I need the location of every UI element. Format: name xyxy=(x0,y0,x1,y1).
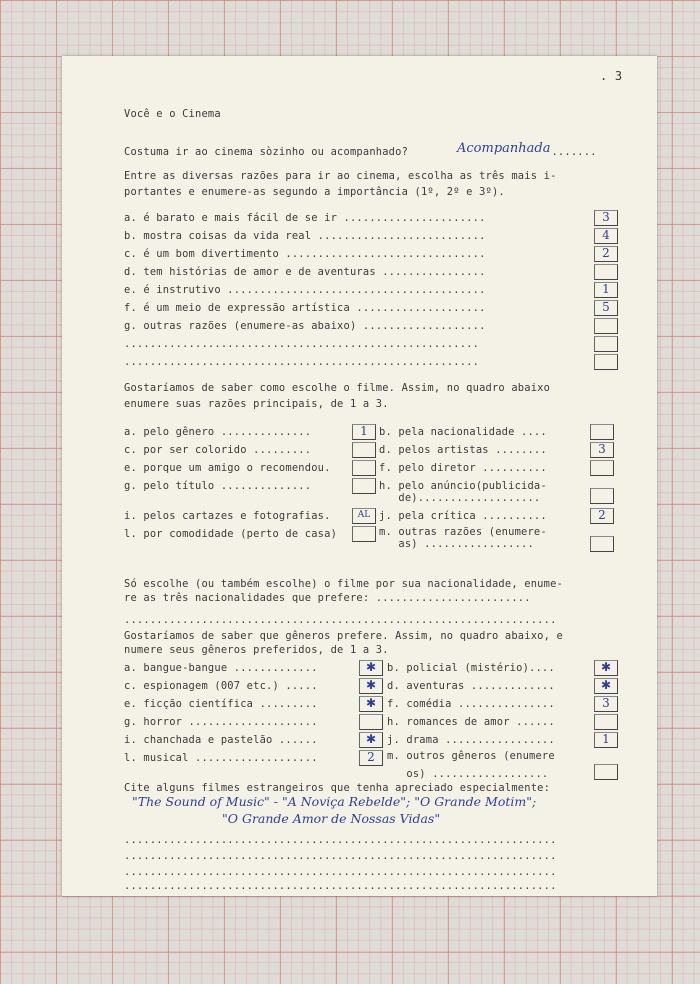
q1-fill: ....... xyxy=(545,146,597,158)
q3-box-g[interactable] xyxy=(352,478,376,494)
section-heading: Você e o Cinema xyxy=(124,108,221,120)
q5-box-a[interactable]: ✱ xyxy=(359,660,383,676)
q5-item-i: i. chanchada e pastelão ...... xyxy=(124,734,318,746)
q3-item-l: l. por comodidade (perto de casa) xyxy=(124,528,338,540)
q3-item-m: m. outras razões (enumere- xyxy=(379,526,547,538)
q5-item-f: f. comédia ............... xyxy=(387,698,555,710)
q1-question: Costuma ir ao cinema sòzinho ou acompanhado? xyxy=(124,146,415,158)
q2-box-g[interactable] xyxy=(594,318,618,334)
q2-item-b: b. mostra coisas da vida real .......................... xyxy=(124,230,486,242)
q3-box-f[interactable] xyxy=(590,460,614,476)
q3-box-c[interactable] xyxy=(352,442,376,458)
q2-item-e: e. é instrutivo ........................................ xyxy=(124,284,486,296)
q3-item-a: a. pelo gênero .............. xyxy=(124,426,312,438)
q3-item-c: c. por ser colorido ......... xyxy=(124,444,312,456)
q3-box-l[interactable] xyxy=(352,526,376,542)
q3-item-j: j. pela crítica .......... xyxy=(379,510,547,522)
q5-box-l[interactable]: 2 xyxy=(359,750,383,766)
q2-item-d: d. tem histórias de amor e de aventuras ................ xyxy=(124,266,486,278)
questionnaire-sheet xyxy=(62,56,657,896)
q2-box-blank-1[interactable] xyxy=(594,336,618,352)
q2-item-f: f. é um meio de expressão artística .................... xyxy=(124,302,486,314)
q2-box-b[interactable]: 4 xyxy=(594,228,618,244)
q3-item-f: f. pelo diretor .......... xyxy=(379,462,547,474)
q6-blank-line-4: ................................................................... xyxy=(124,880,557,892)
q5-box-i[interactable]: ✱ xyxy=(359,732,383,748)
q5-box-f[interactable]: 3 xyxy=(594,696,618,712)
q5-item-b: b. policial (mistério).... xyxy=(387,662,555,674)
q2-box-d[interactable] xyxy=(594,264,618,280)
q2-box-f[interactable]: 5 xyxy=(594,300,618,316)
q2-blank-line-1: ....................................................... xyxy=(124,338,480,350)
q3-item-b: b. pela nacionalidade .... xyxy=(379,426,547,438)
q3-box-i[interactable]: AL xyxy=(352,508,376,524)
q5-box-g[interactable] xyxy=(359,714,383,730)
q2-item-c: c. é um bom divertimento ............................... xyxy=(124,248,486,260)
q5-item-h: h. romances de amor ...... xyxy=(387,716,555,728)
q5-item-m: m. outros gêneros (enumere xyxy=(387,750,555,762)
q5-item-l: l. musical ................... xyxy=(124,752,318,764)
q4-line1: Só escolhe (ou também escolhe) o filme por sua nacionalidade, enume- xyxy=(124,578,563,590)
q6-blank-line-3: ................................................................... xyxy=(124,866,557,878)
q5-box-m[interactable] xyxy=(594,764,618,780)
q2-item-g: g. outras razões (enumere-as abaixo) ................... xyxy=(124,320,486,332)
q5-box-j[interactable]: 1 xyxy=(594,732,618,748)
q2-box-a[interactable]: 3 xyxy=(594,210,618,226)
q6-answer-line2: "O Grande Amor de Nossas Vidas" xyxy=(222,811,441,826)
q5-box-d[interactable]: ✱ xyxy=(594,678,618,694)
q5-box-h[interactable] xyxy=(594,714,618,730)
q5-item-g: g. horror .................... xyxy=(124,716,318,728)
q2-box-e[interactable]: 1 xyxy=(594,282,618,298)
q5-item-e: e. ficção científica ......... xyxy=(124,698,318,710)
q3-item-d: d. pelos artistas ........ xyxy=(379,444,547,456)
q5-box-e[interactable]: ✱ xyxy=(359,696,383,712)
q2-blank-line-2: ....................................................... xyxy=(124,356,480,368)
q1-answer: Acompanhada xyxy=(457,141,551,156)
q3-box-b[interactable] xyxy=(590,424,614,440)
q5-item-d: d. aventuras ............. xyxy=(387,680,555,692)
q3-item-e: e. porque um amigo o recomendou. xyxy=(124,462,331,474)
q3-item-m-cont: as) ................. xyxy=(379,538,534,550)
q5-box-c[interactable]: ✱ xyxy=(359,678,383,694)
q3-box-e[interactable] xyxy=(352,460,376,476)
q4-line3: ................................................................... xyxy=(124,614,557,626)
q6-question: Cite alguns filmes estrangeiros que tenha apreciado especialmente: xyxy=(124,782,551,794)
q3-item-h: h. pelo anúncio(publicida- xyxy=(379,480,547,492)
q6-blank-line-1: ................................................................... xyxy=(124,834,557,846)
q3-box-h[interactable] xyxy=(590,488,614,504)
q2-intro-line1: Entre as diversas razões para ir ao cinema, escolha as três mais i- xyxy=(124,170,557,182)
q3-item-g: g. pelo título .............. xyxy=(124,480,312,492)
q3-box-a[interactable]: 1 xyxy=(352,424,376,440)
q5-item-a: a. bangue-bangue ............. xyxy=(124,662,318,674)
q3-box-j[interactable]: 2 xyxy=(590,508,614,524)
q2-intro-line2: portantes e enumere-as segundo a importância (1º, 2º e 3º). xyxy=(124,186,505,198)
q3-intro-line2: enumere suas razões principais, de 1 a 3. xyxy=(124,398,389,410)
q3-intro-line1: Gostaríamos de saber como escolhe o filme. Assim, no quadro abaixo xyxy=(124,382,551,394)
q6-blank-line-2: ................................................................... xyxy=(124,850,557,862)
q4-line2: re as três nacionalidades que prefere: ........................ xyxy=(124,592,531,604)
q3-box-m[interactable] xyxy=(590,536,614,552)
q2-box-c[interactable]: 2 xyxy=(594,246,618,262)
q5-item-j: j. drama ................. xyxy=(387,734,555,746)
q3-item-i: i. pelos cartazes e fotografias. xyxy=(124,510,331,522)
q6-answer-line1: "The Sound of Music" - "A Noviça Rebelde"; "O Grande Motim"; xyxy=(132,794,537,809)
q3-box-d[interactable]: 3 xyxy=(590,442,614,458)
q5-item-m-cont: os) .................. xyxy=(387,768,549,780)
q5-item-c: c. espionagem (007 etc.) ..... xyxy=(124,680,318,692)
q2-box-blank-2[interactable] xyxy=(594,354,618,370)
page-number: . 3 xyxy=(600,69,623,83)
q5-box-b[interactable]: ✱ xyxy=(594,660,618,676)
q5-intro-line1: Gostaríamos de saber que gêneros prefere. Assim, no quadro abaixo, e xyxy=(124,630,563,642)
q5-intro-line2: numere seus gêneros preferidos, de 1 a 3. xyxy=(124,644,389,656)
q2-item-a: a. é barato e mais fácil de se ir ...................... xyxy=(124,212,486,224)
q3-item-h-cont: de)................... xyxy=(379,492,541,504)
